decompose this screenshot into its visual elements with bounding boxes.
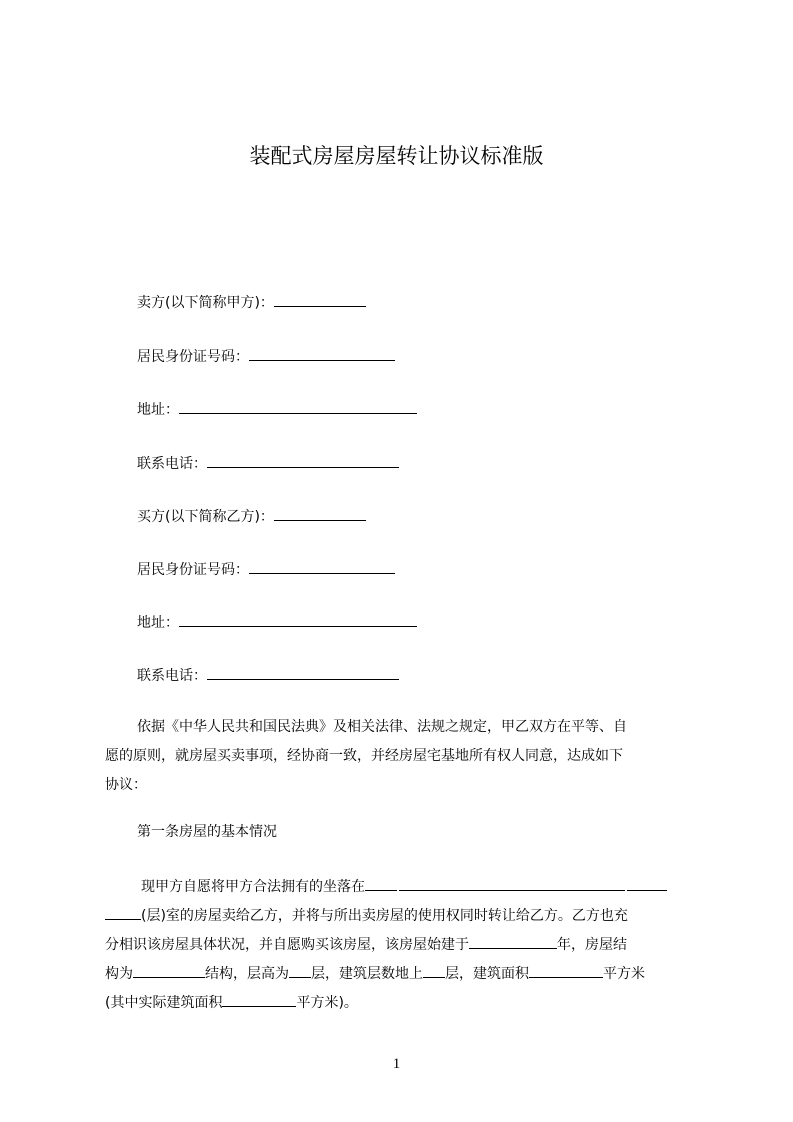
build-year-blank[interactable] <box>469 934 557 949</box>
article-1-line <box>105 960 701 989</box>
article-1-text: 现甲方自愿将甲方合法拥有的坐落在 <box>141 879 365 895</box>
floor-room-blank[interactable] <box>105 905 141 920</box>
seller-address-blank[interactable] <box>179 399 417 414</box>
article-1-text: 层，建筑层数地上 <box>311 966 423 982</box>
buyer-id-blank[interactable] <box>249 559 395 574</box>
location-blank[interactable] <box>627 876 667 891</box>
location-blank[interactable] <box>365 876 397 891</box>
seller-address-field <box>137 399 417 420</box>
document-title: 装配式房屋房屋转让协议标准版 <box>249 144 544 168</box>
location-blank[interactable] <box>399 876 625 891</box>
buyer-phone-label: 联系电话： <box>137 668 207 684</box>
buyer-phone-blank[interactable] <box>207 665 399 680</box>
buyer-id-field <box>137 559 395 580</box>
building-area-blank[interactable] <box>529 963 603 978</box>
article-1-line <box>105 902 701 931</box>
article-1-paragraph <box>105 873 701 1018</box>
article-1-text: (层)室的房屋卖给乙方，并将与所出卖房屋的使用权同时转让给乙方。乙方也充 <box>141 908 628 924</box>
article-1-line <box>105 873 701 902</box>
article-1-line <box>105 989 701 1018</box>
article-1-text: (其中实际建筑面积 <box>105 995 223 1011</box>
intro-line: 协议： <box>105 777 147 793</box>
seller-id-blank[interactable] <box>249 346 395 361</box>
seller-phone-blank[interactable] <box>207 453 399 468</box>
seller-address-label: 地址： <box>137 402 179 418</box>
structure-blank[interactable] <box>133 963 205 978</box>
article-1-heading: 第一条房屋的基本情况 <box>137 824 277 840</box>
article-1-text: 分相识该房屋具体状况，并自愿购买该房屋，该房屋始建于 <box>105 937 469 953</box>
seller-name-label: 卖方(以下简称甲方)： <box>137 295 274 311</box>
seller-name-blank[interactable] <box>274 292 366 307</box>
buyer-address-blank[interactable] <box>179 612 417 627</box>
buyer-name-blank[interactable] <box>274 506 366 521</box>
article-1-line <box>105 931 701 960</box>
buyer-name-field <box>137 506 366 527</box>
article-1-text: 平方米 <box>603 966 645 982</box>
intro-paragraph <box>105 713 701 800</box>
seller-id-label: 居民身份证号码： <box>137 349 249 365</box>
actual-area-blank[interactable] <box>222 992 296 1007</box>
article-1-text: 构为 <box>105 966 133 982</box>
article-1-text: 结构，层高为 <box>205 966 289 982</box>
buyer-name-label: 买方(以下简称乙方)： <box>137 509 274 525</box>
article-1-text: 年，房屋结 <box>557 937 627 953</box>
storey-height-blank[interactable] <box>289 963 311 978</box>
seller-phone-label: 联系电话： <box>137 456 207 472</box>
buyer-id-label: 居民身份证号码： <box>137 562 249 578</box>
seller-phone-field <box>137 453 399 474</box>
article-1-text: 层，建筑面积 <box>445 966 529 982</box>
intro-line: 依据《中华人民共和国民法典》及相关法律、法规之规定，甲乙双方在平等、自 <box>137 719 627 735</box>
seller-id-field <box>137 346 395 367</box>
seller-name-field <box>137 292 366 313</box>
article-1-text: 平方米)。 <box>296 995 358 1011</box>
page-number: 1 <box>392 1056 401 1072</box>
buyer-address-field <box>137 612 417 633</box>
buyer-address-label: 地址： <box>137 615 179 631</box>
intro-line: 愿的原则，就房屋买卖事项，经协商一致，并经房屋宅基地所有权人同意，达成如下 <box>105 748 623 764</box>
buyer-phone-field <box>137 665 399 686</box>
floors-above-ground-blank[interactable] <box>423 963 445 978</box>
